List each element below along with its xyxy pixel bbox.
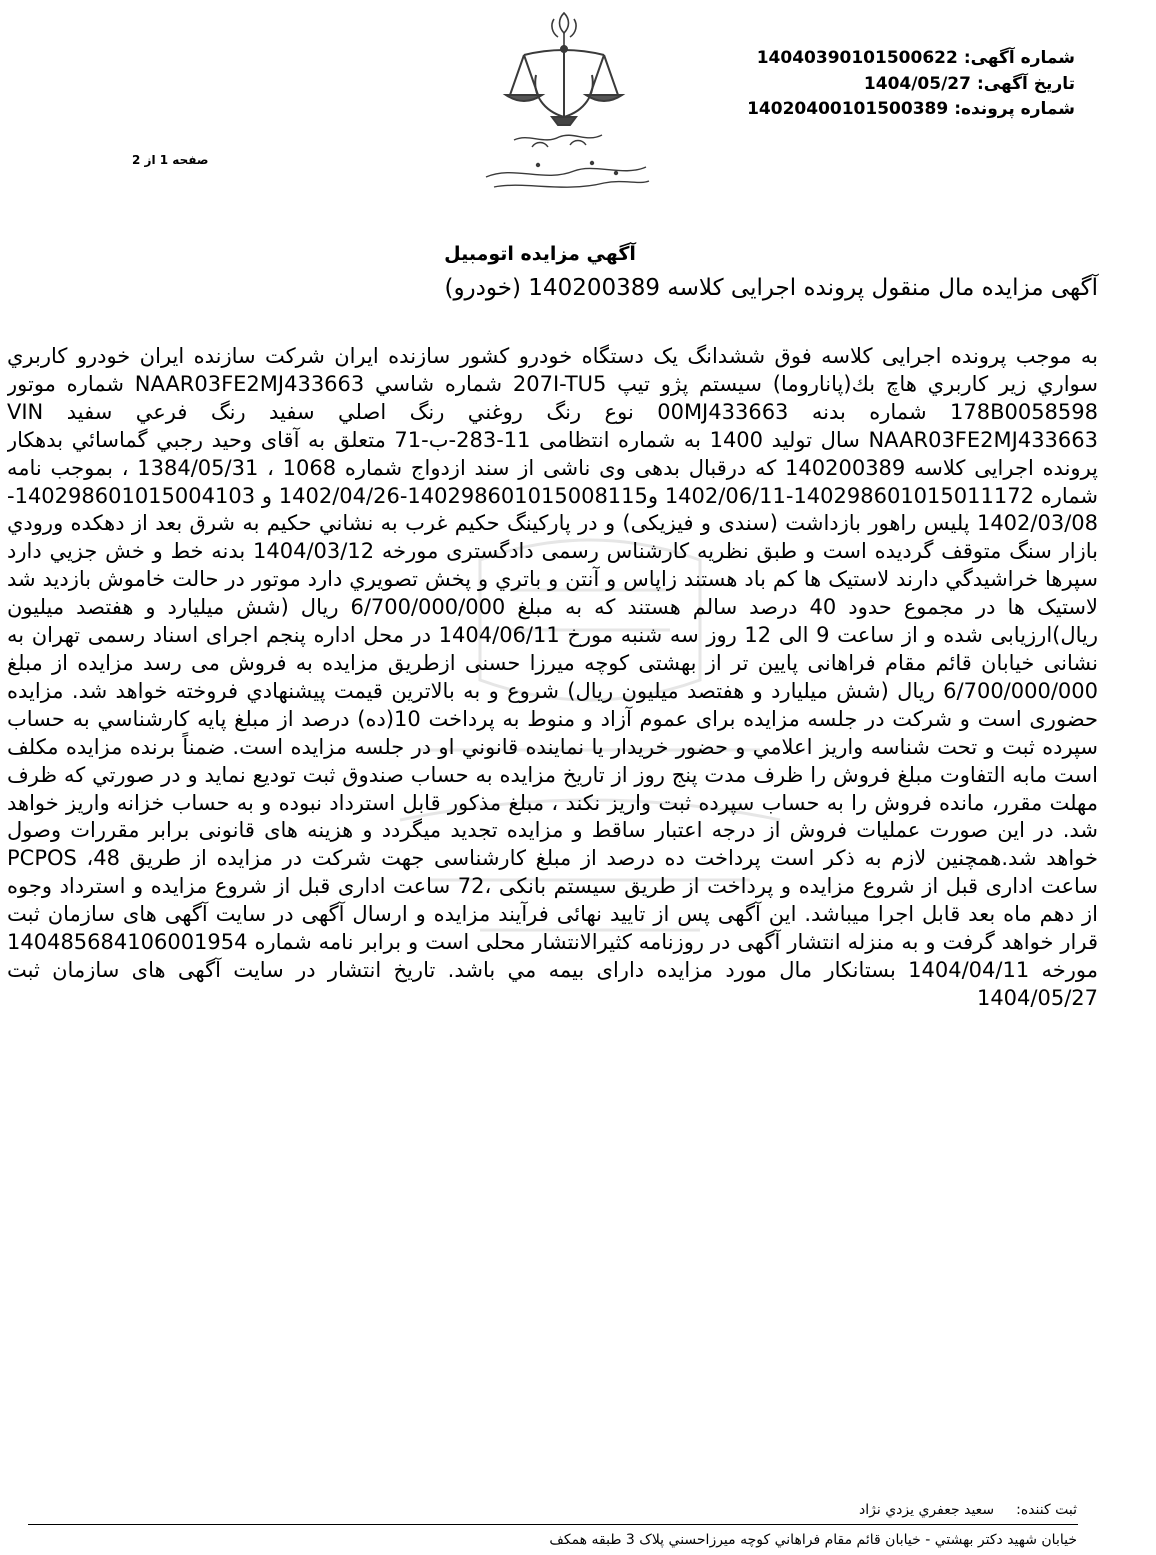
footer-registrar: [859, 1502, 1077, 1518]
notice-body: به موجب پرونده اجرايی کلاسه فوق ششدانگ یک دستگاه خودرو کشور سازنده ایران شرکت سازنده ایران خودرو کاربري سواري زير كاربري هاچ بك(پاناروما) سيستم پژو تيپ 207I-TU5 شماره شاسي NAAR03FE2MJ433663 شماره موتور 178B0058598 شماره بدنه 00MJ433663 نوع رنگ روغني رنگ اصلي سفيد رنگ فرعي سفيد VIN NAAR03FE2MJ433663 سال توليد 1400 به شماره انتظامی 11-283-ب-71 متعلق به آقای وحيد رجبي گماسائي بدهکار پرونده اجرایی کلاسه 140200389 که درقبال بدهی وی ناشی از سند ازدواج شماره 1068 ، 1384/05/31 ، بموجب نامه شماره 140298601015011172-1402/06/11 و140298601015008115-1402/04/26 و 140298601015004103-1402/03/08 پلیس راهور بازداشت (سندی و فیزیکی) و در پارکینگ حکیم غرب به نشاني حكيم به شرق بعد از دهكده ورودي بازار سنگ متوقف گرديده است و طبق نظریه کارشناس رسمی دادگستری مورخه 1404/03/12 بدنه خط و خش جزيي دارد سپرها خراشيدگي دارند لاستيک ها کم باد هستند زاپاس و آنتن و باتري و پخش تصويري دارد موتور در حالت خاموش بازديد شد لاستيک ها در مجموع حدود 40 درصد سالم هستند که به مبلغ 6/700/000/000 ریال (شش میلیارد و هفتصد میلیون ریال)ارزیابی شده و از ساعت 9 الی 12 روز سه شنبه مورخ 1404/06/11 در محل اداره پنجم اجرای اسناد رسمی تهران به نشانی خیابان قائم مقام فراهانی پایین تر از بهشتی کوچه میرزا حسنی ازطریق مزایده به فروش می رسد مزایده از مبلغ 6/700/000/000 ریال (شش میلیارد و هفتصد میلیون ریال) شروع و به بالاترين قيمت پيشنهادي فروخته خواهد شد. مزایده حضوری است و شرکت در جلسه مزایده برای عموم آزاد و منوط به پرداخت 10(ده) درصد از مبلغ پايه كارشناسي به حساب سپرده ثبت و تحت شناسه واريز اعلامي و حضور خريدار يا نماينده قانوني او در جلسه مزايده است. ضمناً برنده مزایده مکلف است مابه التفاوت مبلغ فروش را ظرف مدت پنج روز از تاريخ مزايده به حساب صندوق ثبت توديع نمايد و در صورتي كه ظرف مهلت مقرر، مانده فروش را به حساب سپرده ثبت واريز نكند ، مبلغ مذكور قابل استرداد نبوده و به حساب خزانه واریز خواهد شد. در اين صورت عمليات فروش از درجه اعتبار ساقط و مزايده تجديد ميگردد و هزينه های قانونی برابر مقررات وصول خواهد شد.همچنین لازم به ذکر است پرداخت ده درصد از مبلغ کارشناسی جهت شرکت در مزایده از طریق 48، PCPOS ساعت اداری قبل از شروع مزایده و پرداخت از طریق سیستم بانکی ،72 ساعت اداری قبل از شروع مزایده و استرداد وجوه از دهم ماه بعد قابل اجرا میباشد. این آگهی پس از تایید نهائی فرآیند مزایده و ارسال آگهی در سایت آگهی های سازمان ثبت قرار خواهد گرفت و به منزله انتشار آگهی در روزنامه کثیرالانتشار محلی است و برابر نامه شماره 14048568410600195‌4 مورخه 1404/04/11 بستانکار مال مورد مزایده دارای بیمه مي باشد. تاریخ انتشار در سایت آگهی های سازمان ثبت 1404/05/27: [7, 344, 1098, 1010]
notice-meta: [705, 46, 1075, 123]
notice-date-label: تاریخ آگهی:: [976, 73, 1075, 94]
case-number-row: [705, 97, 1075, 123]
notice-date-row: [705, 72, 1075, 98]
registrar-name: سعيد جعفري يزدي نژاد: [859, 1502, 995, 1518]
page-title: آگهي مزايده اتومبيل: [444, 243, 636, 265]
footer-address: خيابان شهيد دكتر بهشتي - خيابان قائم مقام فراهاني كوچه ميرزاحسني پلاک 3 طبقه همکف: [549, 1532, 1077, 1548]
notice-date: 1404/05/27: [863, 73, 971, 94]
case-number-label: شماره پرونده:: [954, 99, 1075, 119]
registrar-label: ثبت کننده:: [1016, 1502, 1077, 1518]
judiciary-scales-emblem-icon: [474, 5, 654, 200]
case-number: 14020400101500389: [747, 99, 949, 119]
footer-divider: [28, 1524, 1078, 1525]
notice-number-label: شماره آگهی:: [963, 48, 1075, 68]
page-subtitle: آگهی مزایده مال منقول پرونده اجرایی کلاسه 140200389 (خودرو): [444, 275, 1098, 301]
notice-number: 14040390101500622: [756, 48, 958, 68]
notice-number-row: [705, 46, 1075, 72]
page-counter: صفحه 1 از 2: [132, 153, 209, 167]
